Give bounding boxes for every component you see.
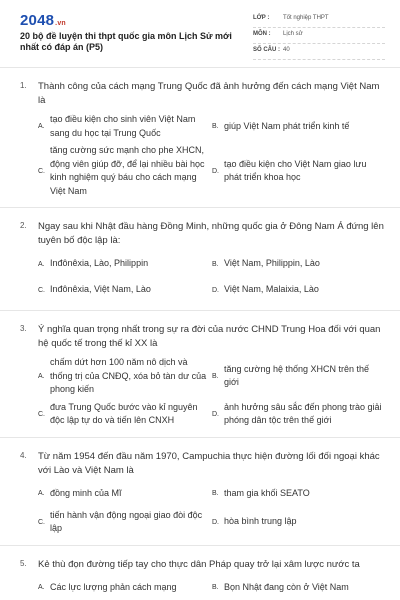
option-letter: B. xyxy=(212,372,219,380)
option-text: tạo điều kiện cho sinh viên Việt Nam sang du học tại Trung Quốc xyxy=(50,114,196,138)
option-letter: B. xyxy=(212,123,219,130)
option-letter: C. xyxy=(38,286,45,294)
option-letter: D. xyxy=(212,286,219,294)
meta-label: LỚP : xyxy=(253,15,270,21)
answer-option-b[interactable] xyxy=(212,113,386,140)
header-divider xyxy=(0,67,400,68)
question-2 xyxy=(0,220,400,311)
meta-row-subject xyxy=(253,28,385,44)
option-letter: C. xyxy=(38,518,45,526)
option-letter: A. xyxy=(38,123,45,130)
answer-option-b[interactable] xyxy=(212,577,386,599)
answer-option-b[interactable] xyxy=(212,253,386,275)
option-letter: A. xyxy=(38,490,45,497)
document-title: 20 bộ đề luyện thi thpt quốc gia môn Lịch Sử mới nhất có đáp án (P5) xyxy=(20,31,232,52)
option-text: tạo điều kiện cho Việt Nam giao lưu phát triển khoa học xyxy=(224,158,367,182)
answer-option-b[interactable] xyxy=(212,483,386,505)
question-number: 4. xyxy=(20,450,27,460)
answer-option-c[interactable] xyxy=(38,144,212,198)
logo-main: 2048 xyxy=(20,12,55,29)
answer-option-a[interactable] xyxy=(38,356,212,397)
option-letter: D. xyxy=(212,518,219,526)
answer-option-d[interactable] xyxy=(212,279,386,301)
site-logo[interactable] xyxy=(20,12,66,29)
option-text: tiến hành vận động ngoại giao đòi độc lập xyxy=(50,509,203,533)
answer-option-c[interactable] xyxy=(38,509,212,536)
answer-options xyxy=(38,356,384,428)
option-text: Inđônêxia, Việt Nam, Lào xyxy=(50,284,151,295)
option-letter: A. xyxy=(38,372,45,380)
answer-option-a[interactable] xyxy=(38,577,212,599)
meta-value: Tốt nghiệp THPT xyxy=(283,15,329,21)
answer-option-c[interactable] xyxy=(38,401,212,428)
option-text: tăng cường hệ thống XHCN trên thế giới xyxy=(224,363,370,388)
question-1 xyxy=(0,80,400,208)
question-text: Từ năm 1954 đến đầu năm 1970, Campuchia thực hiện đường lối đối ngoại khác với Lào và Việt Nam là xyxy=(38,450,380,476)
option-text: Các lực lượng phản cách mạng xyxy=(50,581,177,592)
meta-label: SỐ CÂU : xyxy=(253,47,280,53)
question-number: 3. xyxy=(20,324,27,333)
option-letter: B. xyxy=(212,490,219,497)
option-letter: A. xyxy=(38,260,45,268)
question-text: Ngay sau khi Nhật đầu hàng Đồng Minh, những quốc gia ở Đông Nam Á đứng lên tuyên bố độc lập là: xyxy=(38,221,384,246)
option-letter: B. xyxy=(212,260,219,268)
option-letter: D. xyxy=(212,410,219,418)
option-text: chấm dứt hơn 100 năm nô dịch và thống trị của CNĐQ, xóa bỏ tàn dư của phong kiến xyxy=(50,357,207,394)
option-text: tăng cường sức mạnh cho phe XHCN, động viên giúp đỡ, để lại nhiều bài học kinh nghiệm quý báu cho cách mạng Việt Nam xyxy=(50,145,205,196)
answer-option-d[interactable] xyxy=(212,509,386,536)
option-letter: B. xyxy=(212,584,219,591)
option-text: tham gia khối SEATO xyxy=(224,487,310,498)
answer-options xyxy=(38,483,384,536)
answer-options xyxy=(38,253,384,301)
meta-value: Lịch sử xyxy=(283,31,303,37)
answer-option-d[interactable] xyxy=(212,401,386,428)
question-text: Thành công của cách mạng Trung Quốc đã ảnh hưởng đến cách mạng Việt Nam là xyxy=(38,81,380,106)
option-text: giúp Việt Nam phát triển kinh tế xyxy=(224,120,350,131)
document-meta xyxy=(253,12,385,60)
answer-option-a[interactable] xyxy=(38,113,212,140)
option-letter: D. xyxy=(212,167,219,175)
option-text: đồng minh của Mĩ xyxy=(50,487,122,498)
option-text: Inđônêxia, Lào, Philippin xyxy=(50,258,149,269)
option-letter: C. xyxy=(38,410,45,418)
answer-option-a[interactable] xyxy=(38,483,212,505)
question-4 xyxy=(0,450,400,546)
question-number: 2. xyxy=(20,221,27,230)
option-text: ảnh hưởng sâu sắc đến phong trào giải phóng dân tộc trên thế giới xyxy=(224,401,382,425)
meta-row-question-count xyxy=(253,44,385,60)
answer-options xyxy=(38,113,384,198)
meta-value: 40 xyxy=(283,47,290,53)
document-header xyxy=(0,0,400,66)
question-5 xyxy=(0,558,400,600)
option-text: Việt Nam, Philippin, Lào xyxy=(224,258,320,269)
question-text: Kẻ thù đọn đường tiếp tay cho thực dân Pháp quay trở lại xâm lược nước ta xyxy=(38,558,360,570)
answer-option-c[interactable] xyxy=(38,279,212,301)
question-3 xyxy=(0,323,400,438)
answer-options xyxy=(38,577,384,599)
option-text: Việt Nam, Malaixia, Lào xyxy=(224,284,319,295)
meta-row-class xyxy=(253,12,385,28)
option-text: đưa Trung Quốc bước vào kỉ nguyên độc lập tự do và tiến lên CNXH xyxy=(50,401,198,425)
option-text: Bọn Nhật đang còn ở Việt Nam xyxy=(224,581,349,592)
meta-label: MÔN : xyxy=(253,31,271,37)
option-letter: A. xyxy=(38,584,45,591)
option-letter: C. xyxy=(38,167,45,175)
answer-option-a[interactable] xyxy=(38,253,212,275)
question-number: 5. xyxy=(20,558,27,568)
logo-suffix: .vn xyxy=(55,20,66,27)
question-list xyxy=(0,80,400,600)
answer-option-d[interactable] xyxy=(212,144,386,198)
question-text: Ý nghĩa quan trọng nhất trong sự ra đời của nước CHND Trung Hoa đối với quan hệ quốc tế trong thế kỉ XX là xyxy=(38,324,381,349)
question-number: 1. xyxy=(20,81,27,90)
option-text: hòa bình trung lập xyxy=(224,516,297,527)
answer-option-b[interactable] xyxy=(212,356,386,397)
